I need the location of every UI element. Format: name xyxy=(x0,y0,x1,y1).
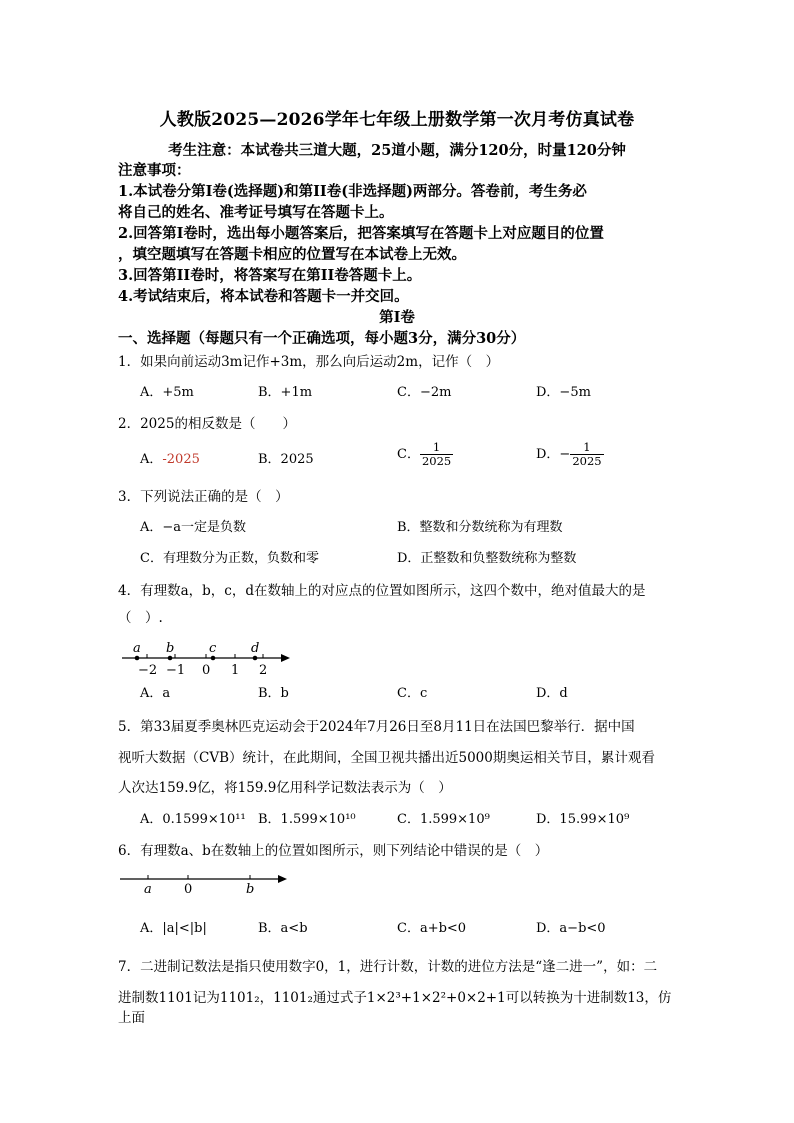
number-line-arrow xyxy=(278,875,287,883)
q2-option-b: B．2025 xyxy=(258,452,314,467)
section-heading: 一、选择题（每题只有一个正确选项，每小题3分，满分30分） xyxy=(118,330,526,347)
tick-label: −1 xyxy=(166,663,186,678)
q4-option-c: C．c xyxy=(397,686,428,701)
label-zero: 0 xyxy=(184,882,193,897)
q4-option-d: D．d xyxy=(536,686,568,701)
fraction-numerator: 1 xyxy=(420,441,453,455)
question-5-line-1: 5．第33届夏季奥林匹克运动会于2024年7月26日至8月11日在法国巴黎举行．据中国 xyxy=(118,719,635,735)
q6-option-a: A．|a|<|b| xyxy=(140,921,207,936)
tick-label: 0 xyxy=(202,663,211,678)
q5-option-b: B．1.599×10¹⁰ xyxy=(258,812,356,827)
notes-heading: 注意事项： xyxy=(118,162,191,179)
fraction-numerator: 1 xyxy=(570,441,603,455)
q6-option-c: C．a+b<0 xyxy=(397,921,467,936)
tick-label: 1 xyxy=(231,663,240,678)
q1-option-d: D．−5m xyxy=(536,385,591,400)
question-5-line-3: 人次达159.9亿，将159.9亿用科学记数法表示为（ ） xyxy=(118,780,452,796)
fraction-denominator: 2025 xyxy=(421,454,452,468)
question-1: 1．如果向前运动3m记作+3m，那么向后运动2m，记作（ ） xyxy=(118,354,500,370)
note-line-1: 1.本试卷分第I卷(选择题)和第II卷(非选择题)两部分。答卷前，考生务必 xyxy=(118,183,587,200)
q3-option-b: B．整数和分数统称为有理数 xyxy=(397,520,563,535)
q1-option-b: B．+1m xyxy=(258,385,313,400)
question-7-line-1: 7．二进制记数法是指只使用数字0，1，进行计数，计数的进位方法是“逢二进一”，如：二 xyxy=(118,959,658,975)
question-5-line-2: 视听大数据（CVB）统计，在此期间，全国卫视共播出近5000期奥运相关节目，累计观看 xyxy=(118,750,655,766)
exam-title: 人教版2025—2026学年七年级上册数学第一次月考仿真试卷 xyxy=(159,110,635,130)
label-c: c xyxy=(209,641,217,656)
question-2: 2．2025的相反数是（ ） xyxy=(118,416,296,432)
q5-option-d: D．15.99×10⁹ xyxy=(536,812,630,827)
question-3: 3．下列说法正确的是（ ） xyxy=(118,489,289,505)
q2-option-c-prefix: C． xyxy=(397,447,420,462)
fraction-denominator: 2025 xyxy=(572,454,602,468)
tick-label: 2 xyxy=(259,663,268,678)
exam-subtitle: 考生注意：本试卷共三道大题，25道小题，满分120分，时量120分钟 xyxy=(168,142,626,159)
note-line-2: 将自己的姓名、准考证号填写在答题卡上。 xyxy=(118,204,394,221)
note-line-5: 3.回答第II卷时，将答案写在第II卷答题卡上。 xyxy=(118,267,422,284)
label-b: b xyxy=(166,641,175,656)
q2-option-d-prefix: D．− xyxy=(536,447,571,462)
note-line-4: ，填空题填写在答题卡相应的位置写在本试卷上无效。 xyxy=(118,246,466,263)
q2-option-a-prefix: A． xyxy=(140,452,163,467)
q6-option-b: B．a<b xyxy=(258,921,308,936)
q3-option-c: C．有理数分为正数，负数和零 xyxy=(140,551,319,566)
q3-option-d: D．正整数和负整数统称为整数 xyxy=(397,551,577,566)
q3-option-a: A．−a一定是负数 xyxy=(140,520,247,535)
q4-option-a: A．a xyxy=(140,686,171,701)
q1-option-a: A．+5m xyxy=(140,385,194,400)
tick-label: −2 xyxy=(138,663,158,678)
note-line-6: 4.考试结束后，将本试卷和答题卡一并交回。 xyxy=(118,288,409,305)
q6-option-d: D．a−b<0 xyxy=(536,921,606,936)
q4-option-b: B．b xyxy=(258,686,289,701)
q5-option-c: C．1.599×10⁹ xyxy=(397,812,490,827)
question-4-line-2: （ ）. xyxy=(118,610,163,626)
note-line-3: 2.回答第I卷时，选出每小题答案后，把答案填写在答题卡上对应题目的位置 xyxy=(118,225,604,242)
label-b: b xyxy=(246,882,255,897)
q2-option-a-value: -2025 xyxy=(162,452,200,467)
q5-option-a: A．0.1599×10¹¹ xyxy=(140,812,246,827)
q1-option-c: C．−2m xyxy=(397,385,452,400)
volume-heading: 第I卷 xyxy=(379,309,415,326)
label-a: a xyxy=(144,882,152,897)
question-7-line-2: 进制数1101记为1101₂，1101₂通过式子1×2³+1×2²+0×2+1可以转换为十进制数13，仿上面 xyxy=(118,990,672,1026)
question-4-line-1: 4．有理数a，b，c，d在数轴上的对应点的位置如图所示，这四个数中，绝对值最大的是 xyxy=(118,583,646,599)
label-d: d xyxy=(251,641,260,656)
question-6: 6．有理数a、b在数轴上的位置如图所示，则下列结论中错误的是（ ） xyxy=(118,843,549,859)
label-a: a xyxy=(133,641,141,656)
